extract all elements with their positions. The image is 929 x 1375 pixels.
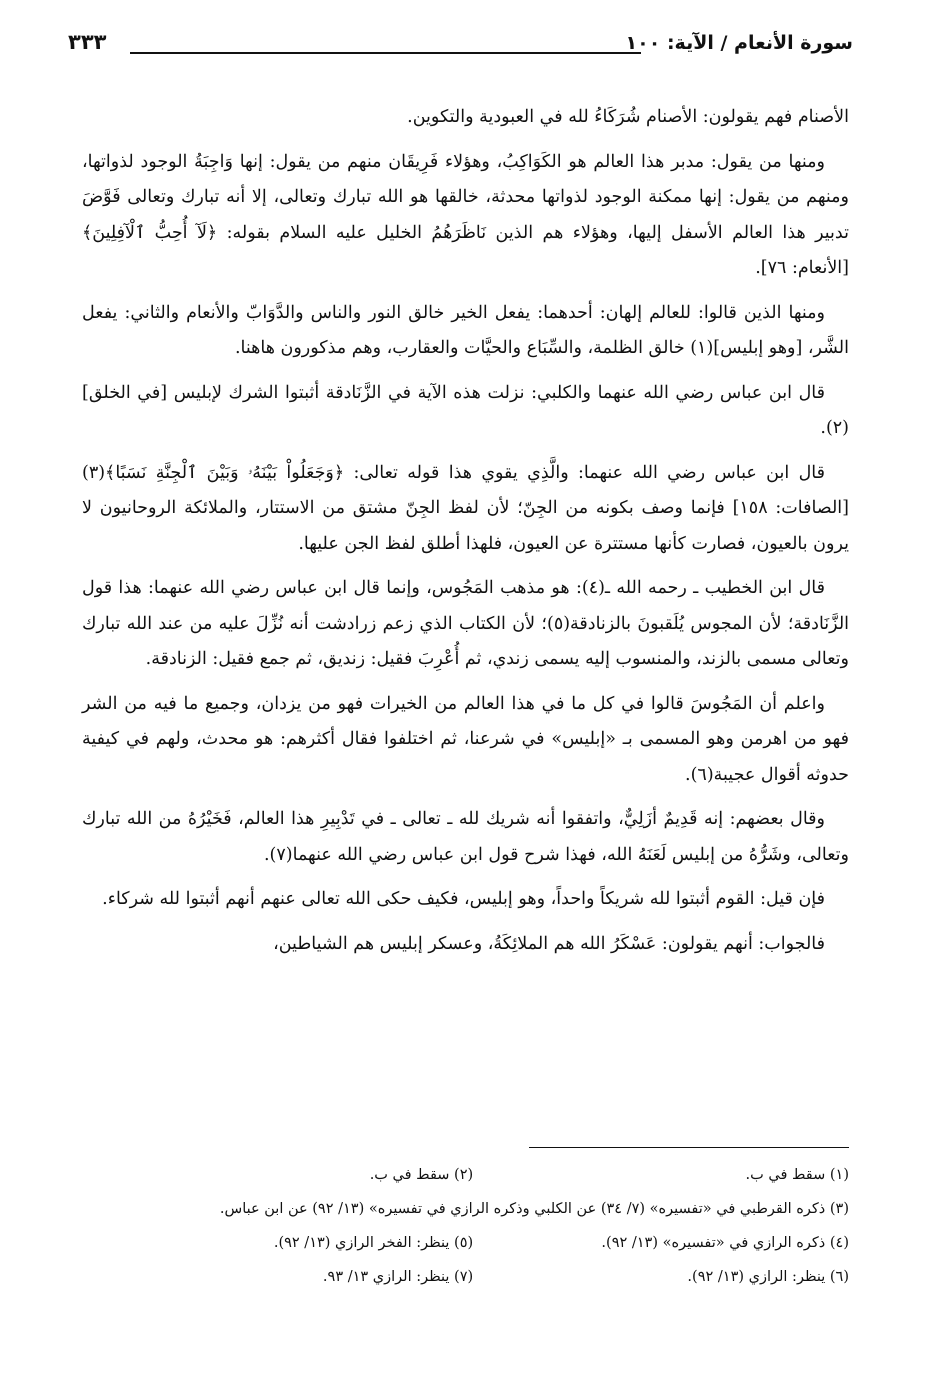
footnote-4: (٤) ذكره الرازي في «تفسيره» (١٣/ ٩٢). xyxy=(601,1235,849,1251)
header-rule xyxy=(130,52,641,54)
footnote-1: (١) سقط في ب. xyxy=(745,1167,849,1183)
footnote-row-4 xyxy=(82,1260,849,1294)
running-header xyxy=(68,28,853,68)
paragraph-3: ومنها الذين قالوا: للعالم إلهان: أحدهما: يفعل الخير خالق النور والناس والدَّوَابّ والأنعام والثاني: يفعل الشَّر، [وهو إبليس](١) خالق الظلمة، والسِّبَاع والحيَّات والعقارب، وهم مذكورون هاهنا. xyxy=(82,302,849,358)
paragraph-7: واعلم أن المَجُوسَ قالوا في كل ما في هذا العالم من الخيرات فهو من يزدان، وجميع ما فيه من الشر فهو من اهرمن وهو المسمى بـ «إبليس» في شرعنا، ثم اختلفوا فقال أكثرهم: هو محدث، ولهم في كيفية حدوثه أقوال عجيبة(٦). xyxy=(82,693,849,785)
paragraph-9: فإن قيل: القوم أثبتوا لله شريكاً واحداً، وهو إبليس، فكيف حكى الله تعالى عنهم أنهم أثبتوا لله شركاء. xyxy=(102,889,825,909)
main-text xyxy=(82,100,849,971)
surah-verse-title: سورة الأنعام / الآية: ١٠٠ xyxy=(625,32,853,54)
footnote-7: (٧) ينظر: الرازي ١٣/ ٩٣. xyxy=(322,1269,474,1285)
page-number: ٣٣٣ xyxy=(68,30,107,54)
paragraph-1: الأصنام فهم يقولون: الأصنام شُرَكَاءُ لله في العبودية والتكوين. xyxy=(407,107,849,127)
paragraph-10: فالجواب: أنهم يقولون: عَسْكَرُ الله هم الملائِكَةُ، وعسكر إبليس هم الشياطين، xyxy=(273,933,825,954)
footnotes xyxy=(82,1158,849,1294)
paragraph-4: قال ابن عباس رضي الله عنهما والكلبي: نزلت هذه الآية في الزَّنَادقة أثبتوا الشرك لإبليس [في الخلق](٢). xyxy=(82,382,849,438)
paragraph-6: قال ابن الخطيب ـ رحمه الله ـ(٤): هو مذهب المَجُوس، وإنما قال ابن عباس رضي الله عنهما: هذا قول الزَّنَادقة؛ لأن المجوس يُلَقبونَ بالزنادقة(٥)؛ لأن الكتاب الذي زعم زرادشت أنه نُزِّلَ عليه من عند الله تبارك وتعالى مسمى بالزند، والمنسوب إليه يسمى زندي، ثم أُعْرِبَ فقيل: زنديق، ثم جمع فقيل: الزنادقة. xyxy=(82,578,850,669)
footnote-6: (٦) ينظر: الرازي (١٣/ ٩٢). xyxy=(687,1269,849,1285)
paragraph-5: قال ابن عباس رضي الله عنهما: والَّذِي يقوي هذا قوله تعالى: ﴿وَجَعَلُواْ بَيْنَهُۥ وَبَيْنَ ٱلْجِنَّةِ نَسَبًا﴾(٣) [الصافات: ١٥٨] فإنما وصف بكونه من الجِنّ؛ لأن لفظ الجِنّ مشتق من الاستتار، والملائكة الروحانيون لا يرون بالعيون، فصارت كأنها مستترة عن العيون، فلهذا أطلق لفظ الجن عليها. xyxy=(82,462,849,554)
footnote-2: (٢) سقط في ب. xyxy=(369,1167,474,1183)
footnote-5: (٥) ينظر: الفخر الرازي (١٣/ ٩٢). xyxy=(273,1235,474,1251)
footnote-row-1 xyxy=(82,1158,849,1192)
paragraph-2: ومنها من يقول: مدبر هذا العالم هو الكَوَاكِبُ، وهؤلاء فَرِيقَان منهم من يقول: إنها وَاجِبَةُ الوجود لذواتها، ومنهم من يقول: إنها ممكنة الوجود لذواتها محدثة، خالقها هو الله تبارك وتعالى، إلا أنه تبارك وتعالى فَوَّضَ تدبير هذا العالم الأسفل إليها، وهؤلاء هم الذين نَاظَرَهُمُ الخليل عليه السلام بقوله: ﴿لَآ أُحِبُّ ٱلْآفِلِينَ﴾ [الأنعام: ٧٦]. xyxy=(82,151,849,278)
footnote-separator xyxy=(529,1147,849,1148)
footnote-row-3 xyxy=(82,1226,849,1260)
footnote-3: (٣) ذكره القرطبي في «تفسيره» (٧/ ٣٤) عن الكلبي وذكره الرازي في تفسيره» (١٣/ ٩٢) عن ابن عباس. xyxy=(219,1201,849,1217)
paragraph-8: وقال بعضهم: إنه قَدِيمٌ أزَلِيٌّ، واتفقوا أنه شريك لله ـ تعالى ـ في تَدْبِيرِ هذا العالم، فَخَيْرُهُ من الله تبارك وتعالى، وشَرُّهُ من إبليس لَعَنَهُ الله، فهذا شرح قول ابن عباس رضي الله عنهما(٧). xyxy=(82,809,849,865)
